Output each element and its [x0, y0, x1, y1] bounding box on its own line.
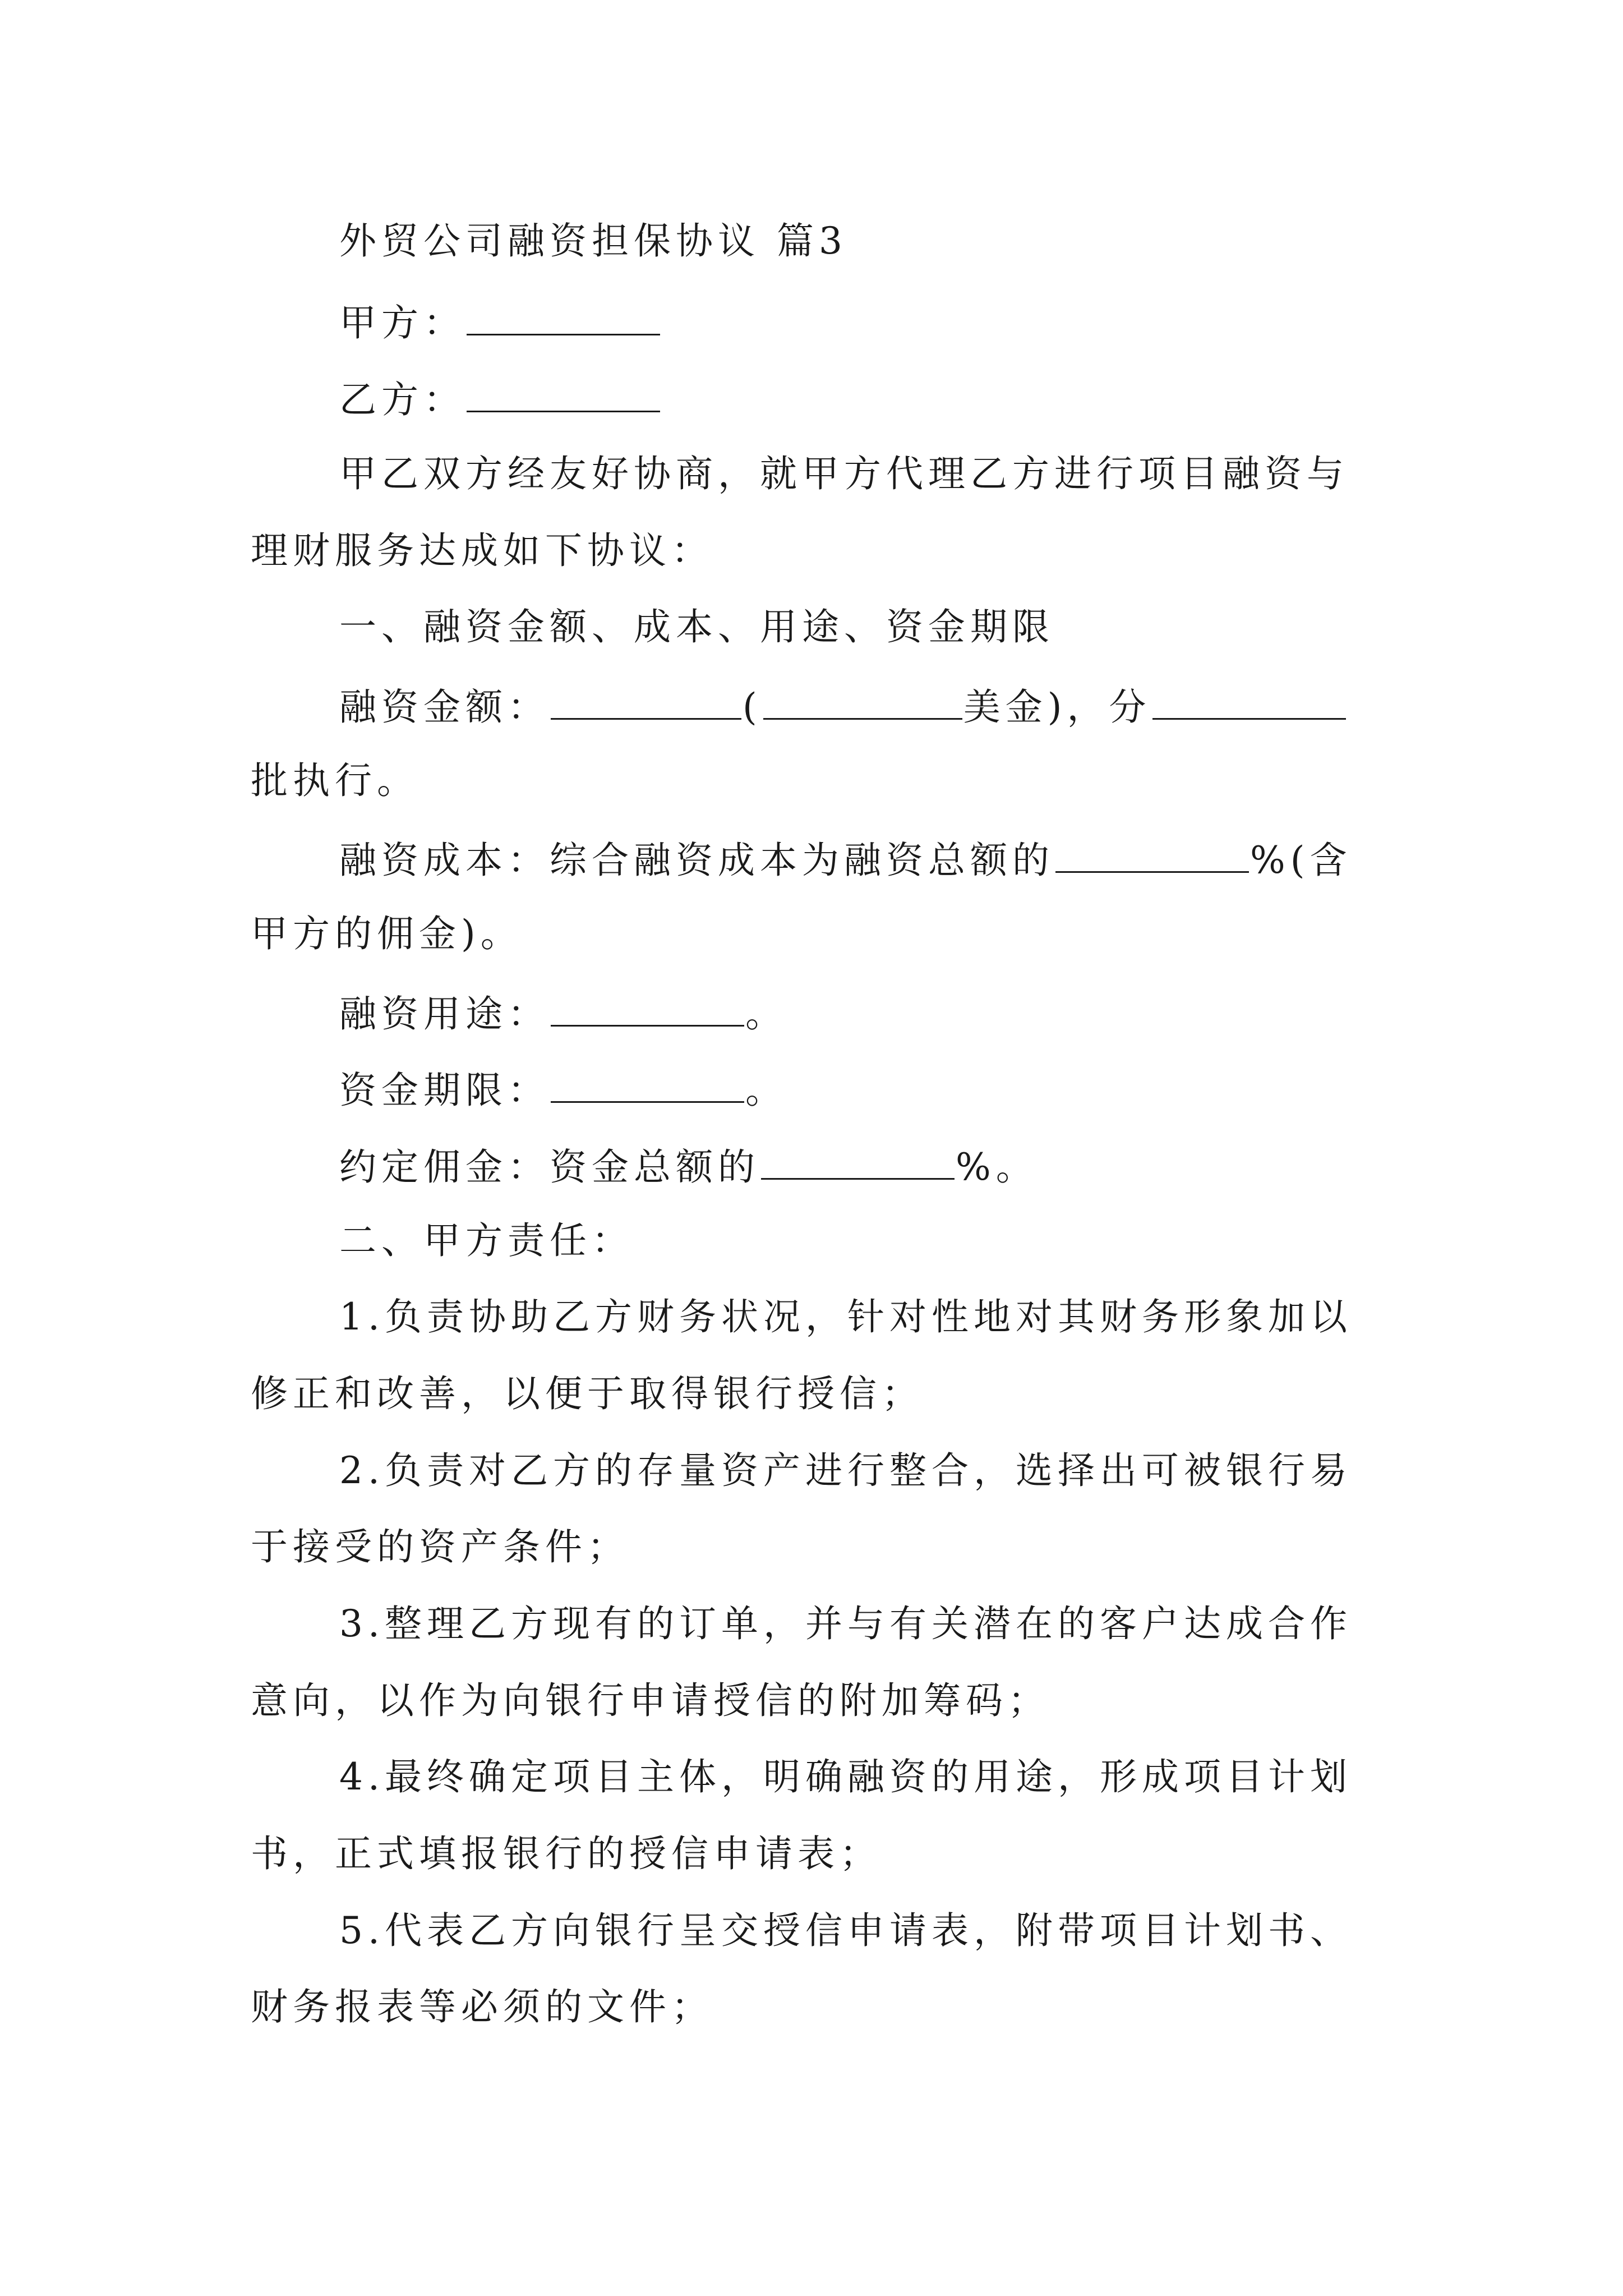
item-4-line-2	[0, 1829, 1623, 1879]
amount-batch-text: 批执行。	[251, 759, 419, 802]
item-1-text-2: 修正和改善，以便于取得银行授信；	[251, 1372, 924, 1415]
term-line	[0, 1062, 1623, 1112]
commission-percent: %。	[956, 1145, 1038, 1189]
amount-line-2	[0, 756, 1623, 806]
item-5-text-2: 财务报表等必须的文件；	[251, 1985, 713, 2028]
amount-paren: (	[743, 685, 762, 729]
commission-text: 约定佣金：资金总额的	[339, 1145, 760, 1189]
item-2-text-1: 2.负责对乙方的存量资产进行整合，选择出可被银行易	[339, 1449, 1352, 1492]
item-4-line-1	[0, 1752, 1623, 1802]
item-1-text-1: 1.负责协助乙方财务状况，针对性地对其财务形象加以	[339, 1295, 1352, 1338]
item-3-text-2: 意向，以作为向银行申请授信的附加筹码；	[251, 1679, 1050, 1722]
item-5-line-2	[0, 1982, 1623, 2032]
party-a-label: 甲方：	[339, 301, 465, 344]
item-2-line-2	[0, 1522, 1623, 1572]
purpose-label: 融资用途：	[339, 992, 550, 1036]
cost-line	[0, 832, 1623, 882]
item-3-text-1: 3.整理乙方现有的订单，并与有关潜在的客户达成合作	[339, 1602, 1352, 1645]
item-4-text-1: 4.最终确定项目主体，明确融资的用途，形成项目计划	[339, 1755, 1352, 1798]
cost-line-2	[0, 909, 1623, 959]
intro-line-2	[0, 526, 1623, 576]
term-blank	[551, 1062, 744, 1103]
party-a-blank	[467, 295, 660, 335]
term-label: 资金期限：	[339, 1069, 550, 1112]
amount-label: 融资金额：	[339, 685, 550, 729]
commission-line	[0, 1139, 1623, 1189]
item-5-line-1	[0, 1906, 1623, 1956]
amount-usd-text: 美金)，分	[963, 685, 1151, 729]
intro-text-1: 甲乙双方经友好协商，就甲方代理乙方进行项目融资与	[339, 452, 1349, 495]
section-1-heading	[0, 602, 1623, 652]
item-5-text-1: 5.代表乙方向银行呈交授信申请表，附带项目计划书、	[339, 1909, 1352, 1952]
item-2-text-2: 于接受的资产条件；	[251, 1525, 629, 1568]
party-b-label: 乙方：	[339, 378, 465, 421]
intro-line-1	[0, 449, 1623, 499]
term-end: 。	[745, 1069, 787, 1112]
title-text: 外贸公司融资担保协议 篇3	[339, 219, 847, 263]
cost-text: 融资成本：综合融资成本为融资总额的	[339, 839, 1054, 882]
amount-line	[0, 679, 1623, 729]
document-title	[0, 216, 1623, 266]
amount-usd-blank	[763, 679, 962, 720]
purpose-line	[0, 986, 1623, 1036]
amount-batch-blank	[1152, 679, 1346, 720]
section-2-heading	[0, 1216, 1623, 1266]
purpose-end: 。	[745, 992, 787, 1036]
party-b-blank	[467, 371, 660, 412]
section-1-heading-text: 一、融资金额、成本、用途、资金期限	[339, 605, 1054, 648]
item-1-line-1	[0, 1292, 1623, 1342]
item-3-line-1	[0, 1599, 1623, 1649]
party-a-line	[0, 295, 1623, 345]
commission-blank	[761, 1139, 955, 1180]
intro-text-2: 理财服务达成如下协议：	[251, 529, 713, 572]
item-2-line-1	[0, 1446, 1623, 1496]
purpose-blank	[551, 986, 744, 1027]
item-1-line-2	[0, 1369, 1623, 1419]
section-2-heading-text: 二、甲方责任：	[339, 1219, 634, 1262]
cost-blank	[1055, 832, 1249, 873]
amount-blank	[551, 679, 741, 720]
cost-percent: %(含	[1250, 839, 1352, 882]
item-3-line-2	[0, 1676, 1623, 1726]
cost-text-2: 甲方的佣金)。	[251, 912, 523, 955]
party-b-line	[0, 371, 1623, 422]
item-4-text-2: 书，正式填报银行的授信申请表；	[251, 1832, 882, 1875]
